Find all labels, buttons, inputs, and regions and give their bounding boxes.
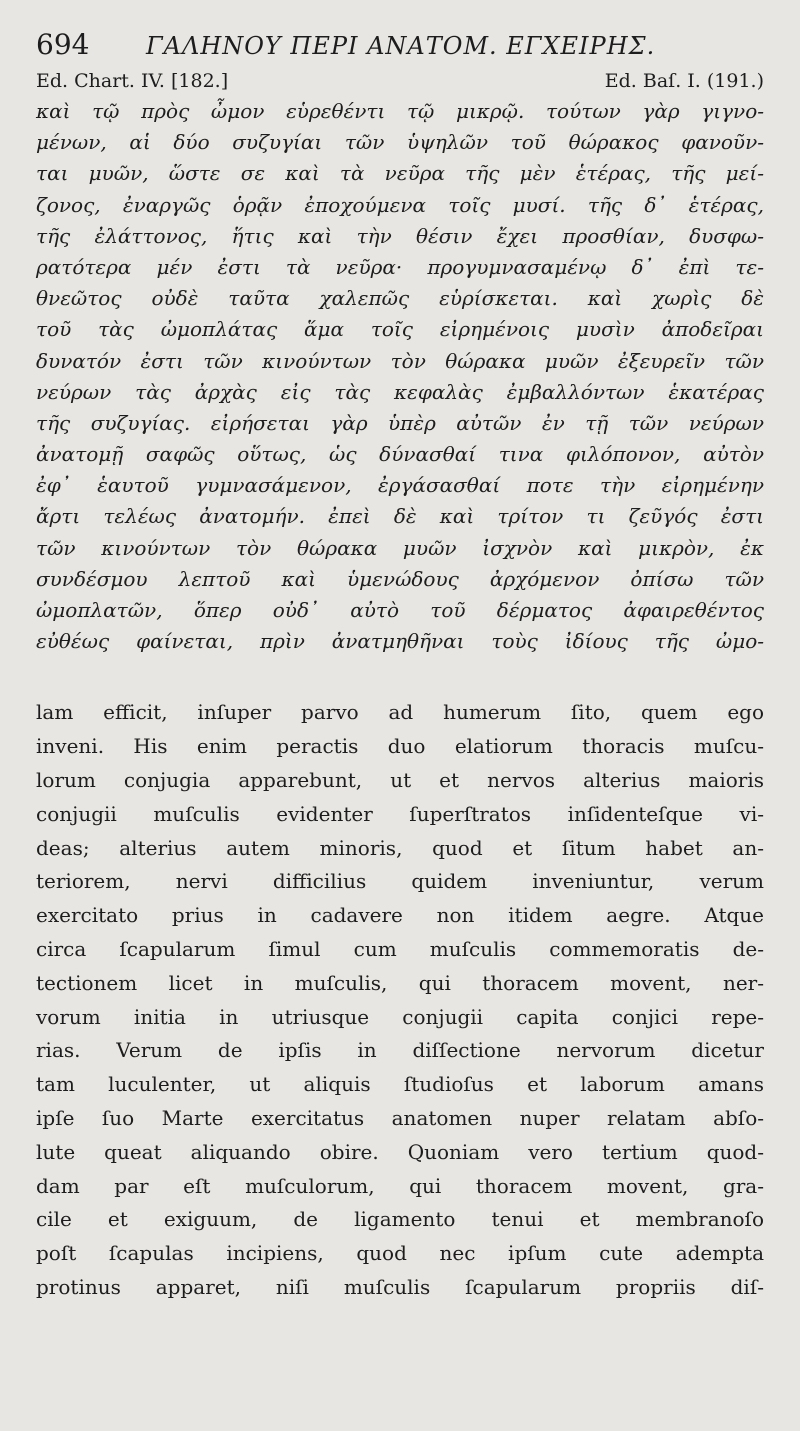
latin-line: vorum initia in utriusque conjugii capita conjici repe- <box>36 1004 764 1029</box>
edition-reference-right: Ed. Baſ. I. (191.) <box>604 70 764 92</box>
latin-line: teriorem, nervi difficilius quidem inveniuntur, verum <box>36 869 764 894</box>
latin-line: lorum conjugia apparebunt, ut et nervos alterius maioris <box>36 767 764 792</box>
latin-line: conjugii muſculis evidenter ſuperſtratos inſidenteſque vi- <box>36 801 764 826</box>
latin-line: protinus apparet, niſi muſculis ſcapularum propriis diſ- <box>36 1274 764 1299</box>
latin-line: tam luculenter, ut aliquis ſtudioſus et laborum amans <box>36 1072 764 1097</box>
greek-line: θνεῶτος οὐδὲ ταῦτα χαλεπῶς εὑρίσκεται. καὶ χωρὶς δὲ <box>36 286 764 311</box>
latin-line: tectionem licet in muſculis, qui thoracem movent, ner- <box>36 970 764 995</box>
page-header <box>36 22 764 66</box>
greek-line: δυνατόν ἐστι τῶν κινούντων τὸν θώρακα μυῶν ἐξευρεῖν τῶν <box>36 348 764 373</box>
greek-line: καὶ τῷ πρὸς ὦμον εὑρεθέντι τῷ μικρῷ. τούτων γὰρ γιγνο- <box>36 99 764 123</box>
greek-line: ἀνατομῇ σαφῶς οὕτως, ὡς δύνασθαί τινα φιλόπονον, αὐτὸν <box>36 442 764 467</box>
greek-line: ται μυῶν, ὥστε σε καὶ τὰ νεῦρα τῆς μὲν ἑτέρας, τῆς μεί- <box>36 161 764 186</box>
latin-line: ipſe ſuo Marte exercitatus anatomen nuper relatam abſo- <box>36 1105 764 1130</box>
greek-text-block <box>36 96 764 657</box>
greek-line: τοῦ τὰς ὠμοπλάτας ἅμα τοῖς εἰρημένοις μυσὶν ἀποδεῖραι <box>36 317 764 342</box>
greek-line: ἄρτι τελέως ἀνατομήν. ἐπεὶ δὲ καὶ τρίτον τι ζεῦγός ἐστι <box>36 504 764 529</box>
latin-line: lute queat aliquando obire. Quoniam vero tertium quod- <box>36 1139 764 1164</box>
greek-line: τῶν κινούντων τὸν θώρακα μυῶν ἰσχνὸν καὶ μικρὸν, ἐκ <box>36 535 764 560</box>
edition-references <box>36 66 764 96</box>
greek-line: ζονος, ἐναργῶς ὁρᾷν ἐποχούμενα τοῖς μυσί. τῆς δ᾽ ἑτέρας, <box>36 192 764 217</box>
latin-line: rias. Verum de ipſis in diſſectione nervorum dicetur <box>36 1038 764 1063</box>
edition-reference-left: Ed. Chart. IV. [182.] <box>36 70 229 92</box>
latin-text-block <box>36 696 764 1304</box>
greek-line: εὐθέως φαίνεται, πρὶν ἀνατμηθῆναι τοὺς ἰδίους τῆς ὠμο- <box>36 629 764 654</box>
latin-line: inveni. His enim peractis duo elatiorum thoracis muſcu- <box>36 734 764 759</box>
greek-line: ὠμοπλατῶν, ὅπερ οὐδ᾽ αὐτὸ τοῦ δέρματος ἀφαιρεθέντος <box>36 598 764 622</box>
latin-line: poſt ſcapulas incipiens, quod nec ipſum cute adempta <box>36 1241 764 1266</box>
latin-line: deas; alterius autem minoris, quod et ſitum habet an- <box>36 835 764 860</box>
latin-line: lam efficit, inſuper parvo ad humerum ſito, quem ego <box>36 700 764 725</box>
greek-line: τῆς συζυγίας. εἰρήσεται γὰρ ὑπὲρ αὐτῶν ἐν τῇ τῶν νεύρων <box>36 410 764 435</box>
greek-line: ἐφ᾽ ἑαυτοῦ γυμνασάμενον, ἐργάσασθαί ποτε τὴν εἰρημένην <box>36 473 764 498</box>
page-number: 694 <box>36 28 90 61</box>
greek-line: συνδέσμου λεπτοῦ καὶ ὑμενώδους ἀρχόμενον ὀπίσω τῶν <box>36 566 764 591</box>
latin-line: circa ſcapularum ſimul cum muſculis commemoratis de- <box>36 936 764 961</box>
running-title: ΓΑΛΗΝΟΥ ΠΕΡΙ ΑΝΑΤΟΜ. ΕΓΧΕΙΡΗΣ. <box>146 32 656 60</box>
greek-line: τῆς ἐλάττονος, ἥτις καὶ τὴν θέσιν ἔχει προσθίαν, δυσφω- <box>36 223 764 248</box>
latin-line: dam par eſt muſculorum, qui thoracem movent, gra- <box>36 1173 764 1198</box>
greek-line: ρατότερα μέν ἐστι τὰ νεῦρα· προγυμνασαμένῳ δ᾽ ἐπὶ τε- <box>36 254 764 279</box>
latin-line: exercitato prius in cadavere non itidem aegre. Atque <box>36 903 764 928</box>
greek-line: νεύρων τὰς ἀρχὰς εἰς τὰς κεφαλὰς ἐμβαλλόντων ἑκατέρας <box>36 379 764 404</box>
latin-line: cile et exiguum, de ligamento tenui et membranoſo <box>36 1207 764 1232</box>
greek-line: μένων, αἱ δύο συζυγίαι τῶν ὑψηλῶν τοῦ θώρακος φανοῦν- <box>36 130 764 155</box>
